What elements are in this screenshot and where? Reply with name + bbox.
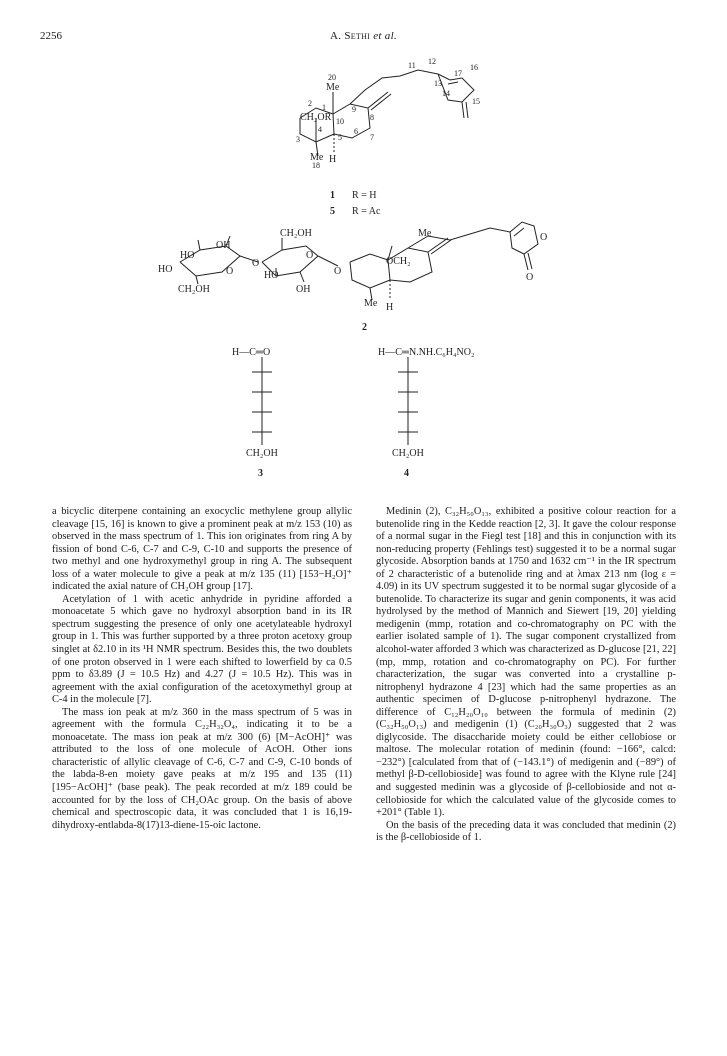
body-column-right [376,506,676,845]
structure-2 [180,222,538,300]
struct3-label: 3 [258,468,263,479]
struct1-num-2: 2 [308,99,312,108]
struct2-h: H [386,302,394,313]
left-paragraph-2: Acetylation of 1 with acetic anhydride in pyridine afforded a monoacetate 5 which gave no hydroxyl absorption band in its IR spectrum suggesting the presence of only one acetylateable hydroxyl group in 1. This was further supported by a three proton acetoxy group singlet at δ2.10 in its ¹H NMR spectrum. Besides this, the two doublets of one proton observed in 1 were each shifted to lowerfield by ca 0.5 ppm to δ3.89 (J = 10.5 Hz) and 4.27 (J = 10.5 Hz). This was in agreement with the axial configuration of the acetoxymethyl group at C-4 in the molecule [7]. [52,593,352,706]
struct1-num-20: 20 [328,73,336,82]
right-paragraph-1: Medinin (2), C₃₂H₅₀O₁₃, exhibited a positive colour reaction for a butenolide ring in the Kedde reaction [2, 3]. It gave the colour response of a normal sugar in the Fiegl test [18] and this in conjunction with its non-reducing property (Fehlings test) suggested it to be a normal sugar glycoside. Absorption bands at 1750 and 1632 cm⁻¹ in the IR spectrum of 2 characteristic of a butenolide ring and at λmax 213 nm (log ε = 4.09) in its UV spectrum suggested it to be normal sugar glycoside of a butenolide. To characterize its sugar and genin components, it was acid hydrolysed by the method of Mannich and Siewert [19, 20] yielding medigenin (mmp, rotation and co-chromatography on PC with the earlier isolated sample of 1). The sugar component crystallized from alcohol-water afforded 3 which was characterized as D-glucose [21, 22] (mp, mmp, rotation and co-chromatography on PC). For further characterization, the sugar was converted into a crystalline p-nitrophenyl hydrazone 4 [23] which had the same properties as an authentic specimen of D-glucose p-nitrophenyl hydrazone. The difference of C₁₂H₂₀O₁₀ between the formula of medinin (2) (C₃₂H₅₀O₁₃) and medigenin (1) (C₂₀H₃₀O₃) suggested that 2 was diglycoside. The disaccharide moiety could be either cellobiose or maltose. The molecular rotation of medinin (found: −166°, calcd: −232°) [calculated from that of (−143.1°) of medigenin and (−89°) of methyl β-D-cellobioside] was found to agree with the Klyne rule [24] and suggested medinin was a glycoside of β-cellobioside and not α-cellobioside for which the calculated value of the glycoside comes to +201° (Table 1). [376,506,676,819]
struct2-ch2oh-2: CH₂OH [280,228,312,239]
left-paragraph-3: The mass ion peak at m/z 360 in the mass spectrum of 5 was in agreement with the formula C₂₂H₃₂O₄, indicating it to be a monoacetate. The mass ion peak at m/z 300 (6) [M−AcOH]⁺ was attributed to the loss of one molecule of AcOH. Other ions characteristic of allylic cleavage of C-6, C-7 and C-9, C-10 bonds of the labda-8-en moiety gave peaks at m/z 195 and 135 (11) [195−AcOH]⁺ (base peak). The peak recorded at m/z 189 could be accounted for by the loss of CH₂OAc group. On the basis of above chemical and spectroscopic data, it was concluded that 1 is 16,19-dihydroxy-entlabda-8(17)13-diene-15-oic lactone. [52,706,352,831]
struct1-ch2or: CH₂OR [300,112,332,123]
struct1-num-18: 18 [312,161,320,170]
struct2-ho-2: HO [158,264,173,275]
struct5-label: 5 [330,206,335,217]
struct2-o-ring-1: O [226,266,234,277]
struct1-num-4: 4 [318,125,322,134]
struct1-num-17: 17 [454,69,462,78]
struct2-ho-3: HO [264,270,279,281]
body-column-left [52,506,352,832]
right-paragraph-2: On the basis of the preceding data it was concluded that medinin (2) is the β-cellobioside of 1. [376,819,676,844]
struct1-me-bottom: Me [310,152,324,163]
struct4-label: 4 [404,468,409,479]
structure-3 [252,357,272,445]
struct1-num-5: 5 [338,133,342,142]
struct1-num-10: 10 [336,117,344,126]
struct1-num-11: 11 [408,61,416,70]
running-head-etal: et al. [373,30,398,42]
struct2-o-link: O [252,258,260,269]
struct1-num-7: 7 [370,133,374,142]
struct1-num-16: 16 [470,63,478,72]
struct3-top: H—C═O [232,347,271,358]
struct2-o-carbonyl: O [526,272,534,283]
struct1-r-h: R = H [352,190,377,201]
struct1-num-9: 9 [352,105,356,114]
struct2-o-link-2: O [334,266,342,277]
struct1-h: H [329,154,337,165]
struct1-label: 1 [330,190,335,201]
struct2-label: 2 [362,322,367,333]
struct2-oh-1: OH [216,240,231,251]
struct1-num-14: 14 [442,89,450,98]
struct1-num-8: 8 [370,113,374,122]
struct2-o-ring-2: O [306,250,314,261]
struct2-o-lactone: O [540,232,548,243]
struct3-bottom: CH₂OH [246,448,278,459]
struct2-oh-2: OH [296,284,311,295]
struct2-me-2: Me [364,298,378,309]
struct4-bottom: CH₂OH [392,448,424,459]
struct2-ho-1: HO [180,250,195,261]
struct2-ch2oh-1: CH₂OH [178,284,210,295]
struct1-num-1: 1 [322,103,326,112]
struct1-num-15: 15 [472,97,480,106]
running-head-author: A. Sethi [329,30,371,42]
struct2-me-1: Me [418,228,432,239]
page-number: 2256 [40,30,62,42]
struct5-r-ac: R = Ac [352,206,381,217]
structure-4 [398,357,418,445]
struct2-och2: OCH₂ [386,256,411,267]
struct1-num-3: 3 [296,135,300,144]
struct1-num-12: 12 [428,57,436,66]
struct4-top: H—C═N.NH.C₆H₄NO₂ [378,347,475,358]
chemical-structures [0,40,727,500]
struct1-num-6: 6 [354,127,358,136]
struct1-me-top: Me [326,82,340,93]
struct1-num-13: 13 [434,79,442,88]
left-paragraph-1: a bicyclic diterpene containing an exocyclic methylene group allylic cleavage [15, 16] is known to give a prominent peak at m/z 153 (10) as observed in the mass spectrum of 1. This ion originates from ring A by fission of bond C-6, C-7 and C-9, C-10 and supports the presence of two methyl and one hydroxymethyl group in ring A. The subsequent loss of a water molecule to give a peak at m/z 135 (11) [153−H₂O]⁺ indicated the axial nature of CH₂OH group [17]. [52,506,352,593]
